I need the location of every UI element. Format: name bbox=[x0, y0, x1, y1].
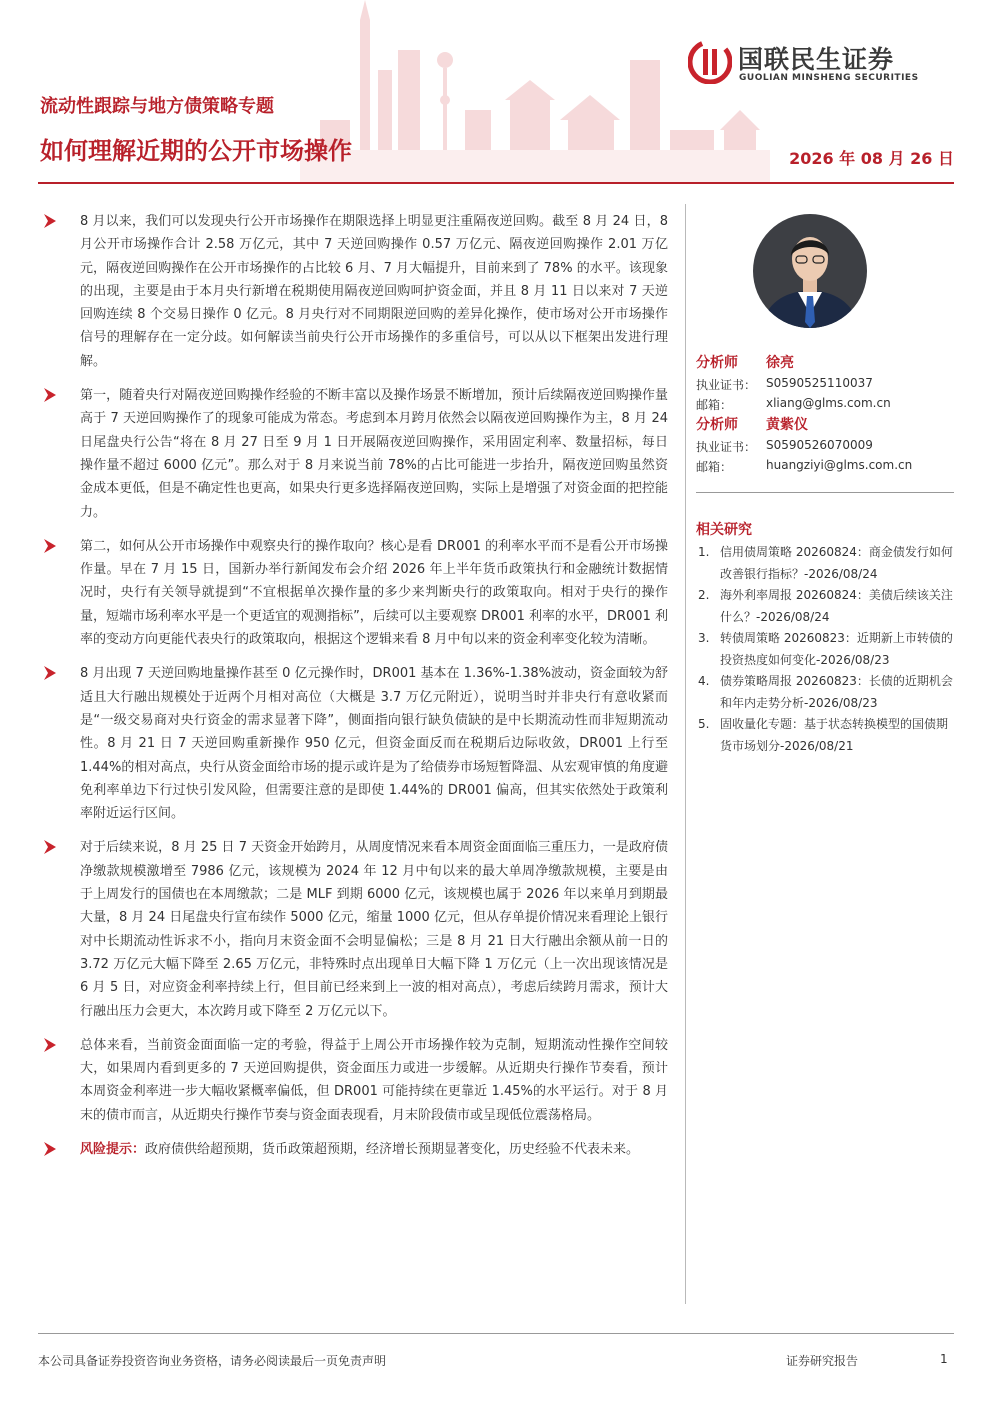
city-skyline-illustration bbox=[300, 0, 770, 182]
report-date: 2026 年 08 月 26 日 bbox=[789, 149, 954, 168]
related-research-item[interactable] bbox=[696, 585, 954, 628]
item-text: 固收量化专题：基于状态转换模型的国债期货市场划分-2026/08/21 bbox=[720, 717, 949, 753]
analyst-role: 分析师 bbox=[696, 355, 738, 371]
report-series: 流动性跟踪与地方债策略专题 bbox=[40, 96, 274, 117]
paragraph-text: 8 月以来，我们可以发现央行公开市场操作在期限选择上明显更注重隔夜逆回购。截至 8 月 24 日，8 月公开市场操作合计 2.58 万亿元，其中 7 天逆回购操作 0.57 万亿元、隔夜逆回购操作 2.01 万亿元，隔夜逆回购操作在公开市场操作的占比较 6 月、7 月大幅提升，目前来到了 78% 的水平。该现象的出现，主要是由于本月央行新增在税期使用隔夜逆回购呵护资金面，并且 8 月 11 日以来对 7 天逆回购连续 8 个交易日操作 0 亿元。8 月央行对不同期限逆回购的差异化操作，使市场对公开市场操作信号的理解存在一定分歧。如何解读当前央行公开市场操作的多重信号，可以从以下框架出发进行理解。 bbox=[80, 214, 668, 369]
email-label: 邮箱： bbox=[696, 398, 733, 412]
item-number: 3. bbox=[698, 631, 710, 645]
footer-divider bbox=[38, 1333, 954, 1334]
brand-name-cn: 国联民生证券 bbox=[738, 45, 895, 74]
paragraph-text: 总体来看，当前资金面面临一定的考验，得益于上周公开市场操作较为克制，短期流动性操作空间较大，如果周内看到更多的 7 天逆回购提供，资金面压力或进一步缓解。从近期央行操作节奏看，预计本周资金利率进一步大幅收紧概率偏低，但 DR001 可能持续在更靠近 1.45%的水平运行。对于 8 月末的债市而言，从近期央行操作节奏与资金面表现看，月末阶段债市或呈现低位震荡格局。 bbox=[80, 1037, 668, 1123]
email-label: 邮箱： bbox=[696, 460, 733, 474]
analyst-2-email bbox=[696, 456, 954, 476]
body-paragraph bbox=[44, 662, 668, 825]
related-research-list bbox=[696, 542, 954, 757]
analyst-role: 分析师 bbox=[696, 417, 738, 433]
column-divider bbox=[685, 204, 686, 1304]
body-paragraph bbox=[44, 384, 668, 524]
header-divider bbox=[38, 182, 954, 184]
sidebar-divider bbox=[696, 492, 954, 493]
item-number: 2. bbox=[698, 588, 710, 602]
cert-number: S0590526070009 bbox=[766, 438, 873, 452]
risk-text: 政府债供给超预期，货币政策超预期，经济增长预期显著变化，历史经验不代表未来。 bbox=[145, 1141, 640, 1157]
related-research-item[interactable] bbox=[696, 542, 954, 585]
analyst-list bbox=[696, 352, 954, 476]
body-paragraph bbox=[44, 210, 668, 373]
analyst-2-cert bbox=[696, 436, 954, 456]
analyst-1-email bbox=[696, 394, 954, 414]
item-text: 海外利率周报 20260824：美债后续该关注什么？-2026/08/24 bbox=[720, 588, 953, 624]
bullet-arrow-icon bbox=[44, 666, 56, 680]
analyst-2-header bbox=[696, 414, 954, 436]
cert-number: S0590525110037 bbox=[766, 376, 873, 390]
analyst-photo bbox=[753, 214, 867, 328]
item-number: 1. bbox=[698, 545, 710, 559]
item-text: 转债周策略 20260823：近期新上市转债的投资热度如何变化-2026/08/23 bbox=[720, 631, 953, 667]
related-research-item[interactable] bbox=[696, 628, 954, 671]
brand-mark-icon bbox=[688, 40, 732, 84]
analyst-name: 徐亮 bbox=[766, 355, 794, 371]
related-research-title: 相关研究 bbox=[696, 522, 752, 538]
paragraph-text: 第一，随着央行对隔夜逆回购操作经验的不断丰富以及操作场景不断增加，预计后续隔夜逆回购操作量高于 7 天逆回购操作了的现象可能成为常态。考虑到本月跨月依然会以隔夜逆回购操作为主，8 月 24 日尾盘央行公告“将在 8 月 27 日至 9 月 1 日开展隔夜逆回购操作，采用固定利率、数量招标，每日操作量不超过 6000 亿元”。那么对于 8 月来说当前 78%的占比可能进一步抬升，隔夜逆回购虽然资金成本更低，但是不确定性也更高，如果央行更多选择隔夜逆回购，实际上是增强了对资金面的把控能力。 bbox=[80, 388, 668, 520]
item-text: 信用债周策略 20260824：商金债发行如何改善银行指标？-2026/08/24 bbox=[720, 545, 953, 581]
bullet-arrow-icon bbox=[44, 840, 56, 854]
bullet-arrow-icon bbox=[44, 1038, 56, 1052]
analyst-1-header bbox=[696, 352, 954, 374]
bullet-arrow-icon bbox=[44, 539, 56, 553]
bullet-arrow-icon bbox=[44, 1142, 56, 1156]
brand-name-en: GUOLIAN MINSHENG SECURITIES bbox=[739, 73, 919, 83]
related-research-item[interactable] bbox=[696, 714, 954, 757]
body-paragraph bbox=[44, 1034, 668, 1127]
main-body bbox=[44, 210, 668, 1172]
analyst-name: 黄紫仪 bbox=[766, 417, 808, 433]
paragraph-text: 对于后续来说，8 月 25 日 7 天资金开始跨月，从周度情况来看本周资金面面临三重压力，一是政府债净缴款规模激增至 7986 亿元，该规模为 2024 年 12 月中旬以来的最大单周净缴款规模，主要是由于上周发行的国债也在本周缴款；二是 MLF 到期 6000 亿元，该规模也属于 2026 年以来单月到期最大量，8 月 24 日尾盘央行宣布续作 5000 亿元，缩量 1000 亿元，但从存单提价情况来看理论上银行对中长期流动性诉求不小，指向月末资金面不会明显偏松；三是 8 月 21 日大行融出余额从前一日的 3.72 万亿元大幅下降至 2.65 万亿元，非特殊时点出现单日大幅下降 1 万亿元（上一次出现该情况是 6 月 5 日，对应资金利率持续上行，但目前已经来到上一波的相对高点），考虑后续跨月需求，预计大行融出压力会更大，本次跨月或下降至 2 万亿元以下。 bbox=[80, 840, 668, 1019]
report-title: 如何理解近期的公开市场操作 bbox=[40, 137, 352, 165]
item-number: 5. bbox=[698, 717, 710, 731]
bullet-arrow-icon bbox=[44, 214, 56, 228]
body-paragraph bbox=[44, 535, 668, 651]
related-research-item[interactable] bbox=[696, 671, 954, 714]
paragraph-text: 8 月出现 7 天逆回购地量操作甚至 0 亿元操作时，DR001 基本在 1.36%-1.38%波动，资金面较为舒适且大行融出规模处于近两个月相对高位（大概是 3.7 万亿元附近），说明当时并非央行有意收紧而是“一级交易商对央行资金的需求显著下降”，侧面指向银行缺负债缺的是中长期流动性而非短期流动性。8 月 21 日 7 天逆回购重新操作 950 亿元，但资金面反而在税期后边际收敛，DR001 上行至 1.44%的相对高点，央行从资金面给市场的提示或许是为了给债券市场短暂降温、从宏观审慎的角度避免利率单边下行过快引发风险，但需要注意的是即使 1.44%的 DR001 偏高，但其实依然处于政策利率附近运行区间。 bbox=[80, 666, 668, 822]
cert-label: 执业证书： bbox=[696, 378, 757, 392]
paragraph-text: 第二，如何从公开市场操作中观察央行的操作取向？核心是看 DR001 的利率水平而不是看公开市场操作量。早在 7 月 15 日，国新办举行新闻发布会介绍 2026 年上半年货币政策执行和金融统计数据情况时，央行有关领导就提到“不宜根据单次操作量的多少来判断央行的政策取向。相对于央行的操作量，短端市场利率水平是一个更适宜的观测指标”，后续可以主要观察 DR001 利率的水平，DR001 利率的变动方向更能代表央行的政策取向，根据这个逻辑来看 8 月中旬以来的资金利率变化较为清晰。 bbox=[80, 538, 668, 648]
email-link[interactable]: xliang@glms.com.cn bbox=[766, 396, 891, 410]
bullet-arrow-icon bbox=[44, 388, 56, 402]
footer-report-type: 证券研究报告 bbox=[786, 1354, 859, 1368]
footer-disclaimer: 本公司具备证券投资咨询业务资格，请务必阅读最后一页免责声明 bbox=[38, 1354, 387, 1368]
item-number: 4. bbox=[698, 674, 710, 688]
item-text: 债券策略周报 20260823：长债的近期机会和年内走势分析-2026/08/23 bbox=[720, 674, 953, 710]
body-paragraph bbox=[44, 836, 668, 1022]
risk-label: 风险提示： bbox=[80, 1141, 146, 1157]
page-number: 1 bbox=[940, 1352, 948, 1366]
email-link[interactable]: huangziyi@glms.com.cn bbox=[766, 458, 913, 472]
brand-logo bbox=[688, 40, 958, 86]
cert-label: 执业证书： bbox=[696, 440, 757, 454]
risk-warning bbox=[44, 1138, 668, 1161]
analyst-1-cert bbox=[696, 374, 954, 394]
